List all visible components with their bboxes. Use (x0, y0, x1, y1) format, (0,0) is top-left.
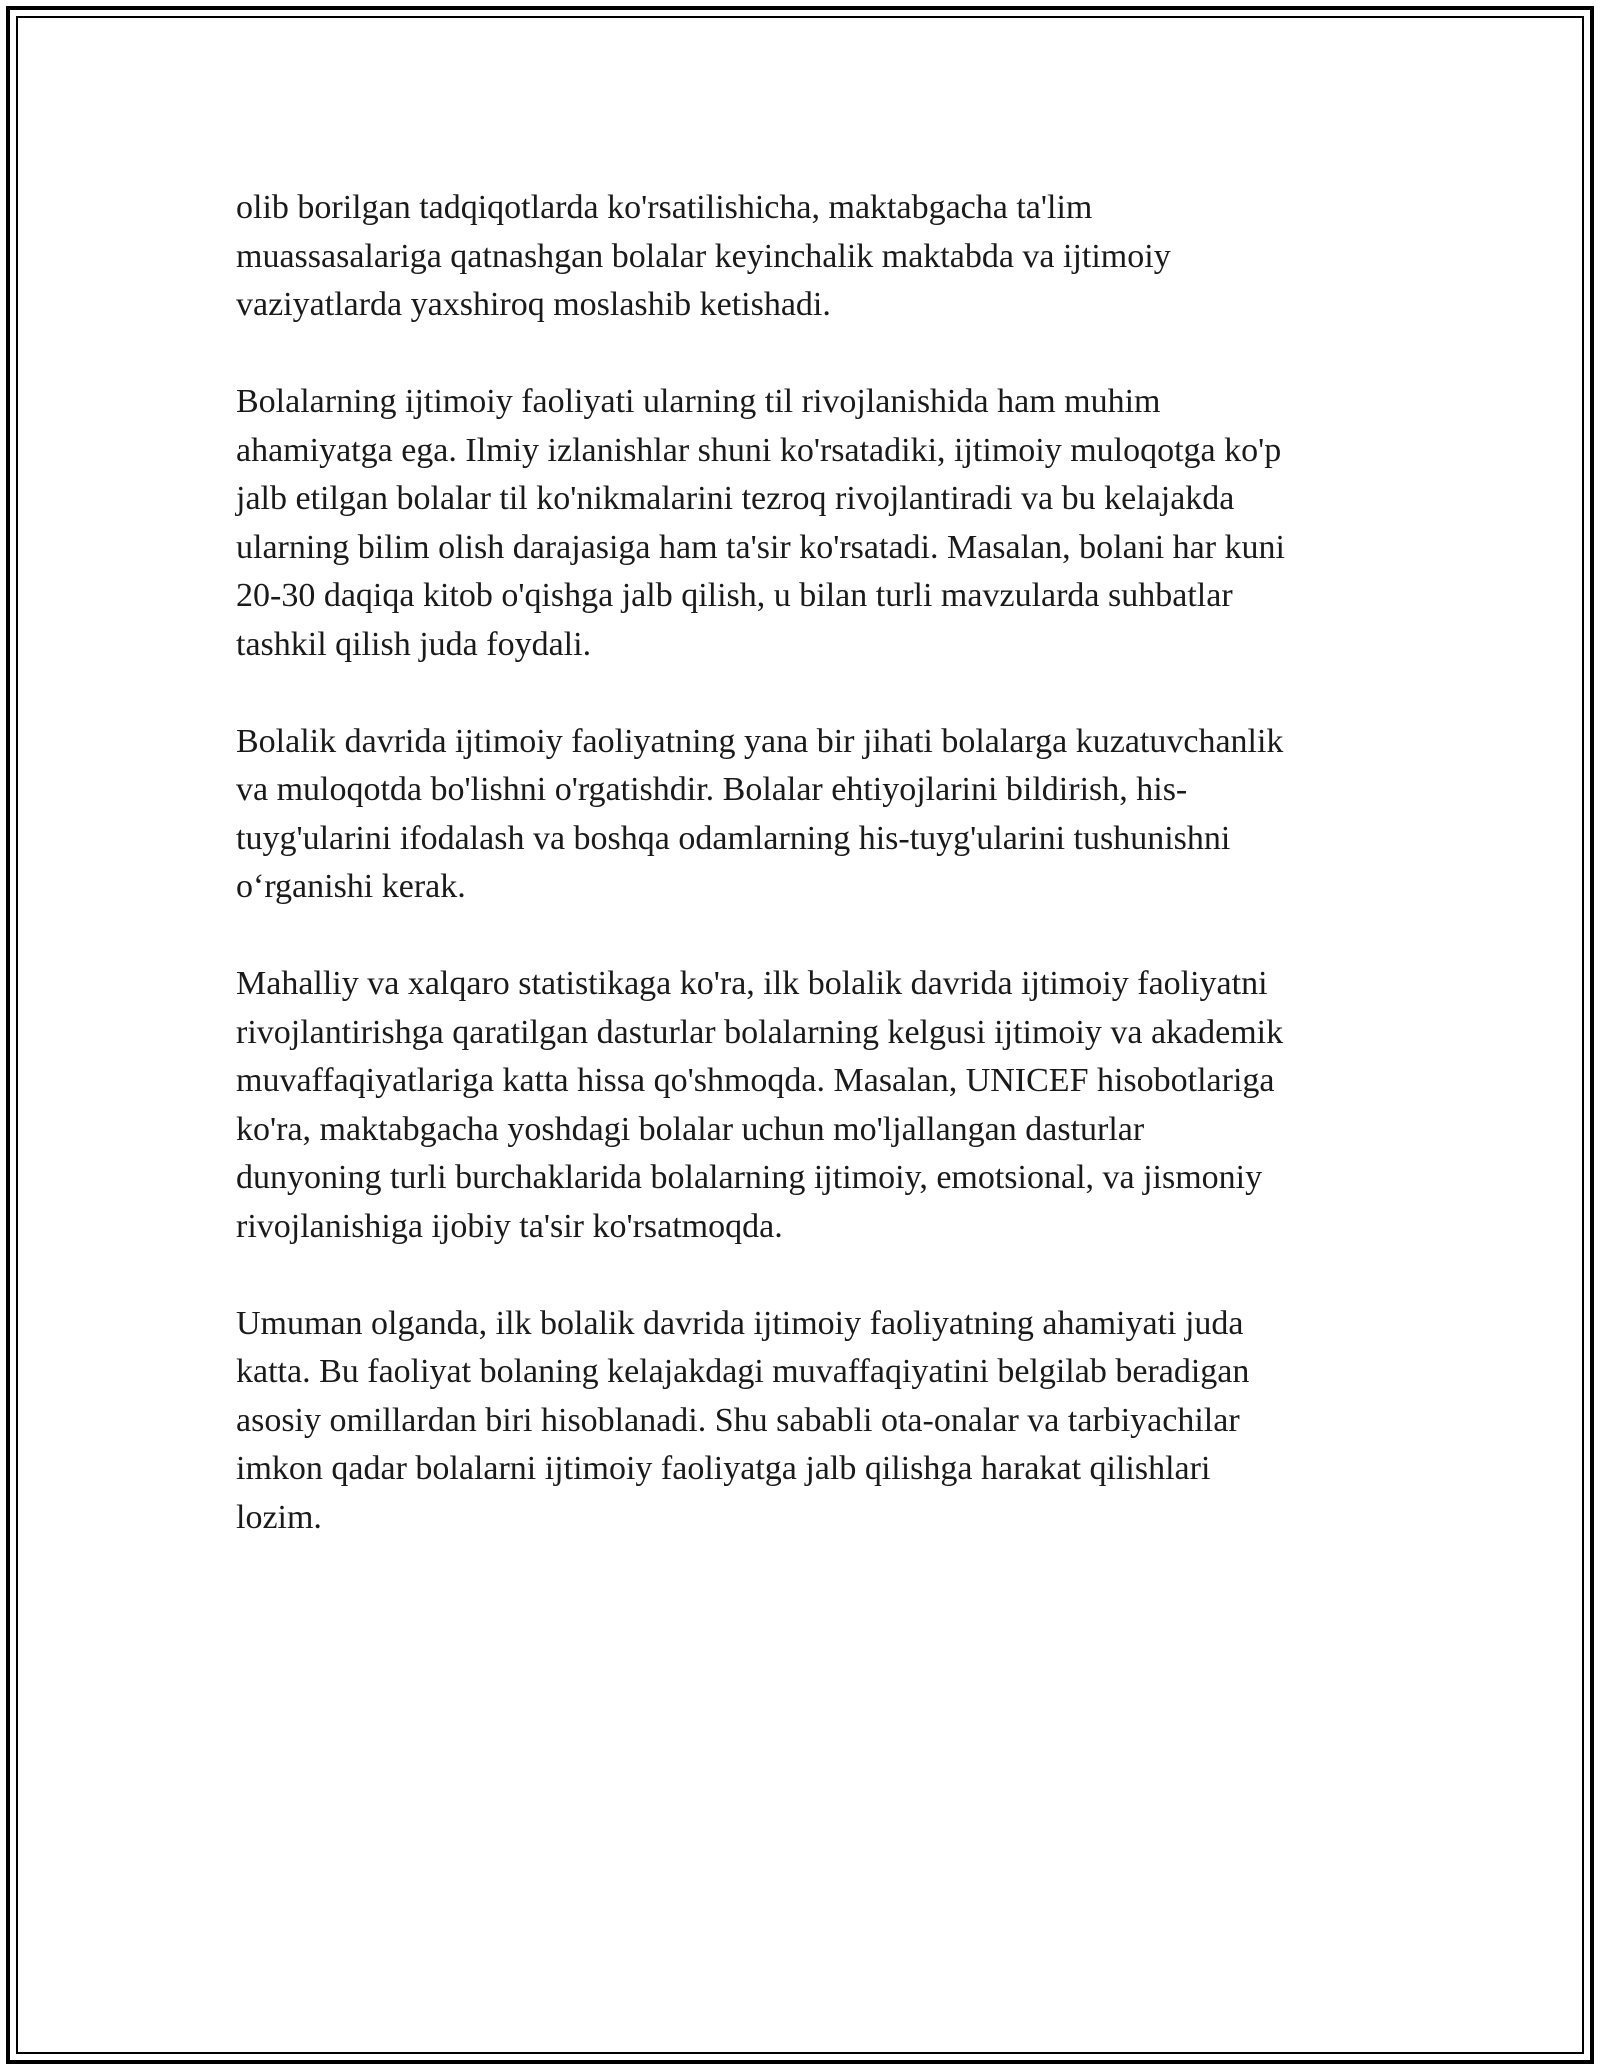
paragraph-2: Bolalarning ijtimoiy faoliyati ularning til rivojlanishida ham muhim ahamiyatga ega. Ilmiy izlanishlar shuni ko'rsatadiki, ijtimoiy muloqotga ko'p jalb etilgan bolalar til ko'nikmalarini tezroq rivojlantiradi va bu kelajakda ularning bilim olish darajasiga ham ta'sir ko'rsatadi. Masalan, bolani har kuni 20-30 daqiqa kitob o'qishga jalb qilish, u bilan turli mavzularda suhbatlar tashkil qilish juda foydali. (236, 383, 1286, 663)
paragraph-4: Mahalliy va xalqaro statistikaga ko'ra, ilk bolalik davrida ijtimoiy faoliyatni rivojlantirishga qaratilgan dasturlar bolalarning kelgusi ijtimoiy va akademik muvaffaqiyatlariga katta hissa qo'shmoqda. Masalan, UNICEF hisobotlariga ko'ra, maktabgacha yoshdagi bolalar uchun mo'ljallangan dasturlar dunyoning turli burchaklarida bolalarning ijtimoiy, emotsional, va jismoniy rivojlanishiga ijobiy ta'sir ko'rsatmoqda. (236, 965, 1284, 1245)
document-body (236, 184, 1396, 1591)
paragraph-3: Bolalik davrida ijtimoiy faoliyatning yana bir jihati bolalarga kuzatuvchanlik va muloqotda bo'lishni o'rgatishdir. Bolalar ehtiyojlarini bildirish, his- tuyg'ularini ifodalash va boshqa odamlarning his-tuyg'ularini tushunishni o‘rganishi kerak. (236, 722, 1284, 905)
paragraph-1: olib borilgan tadqiqotlarda ko'rsatilishicha, maktabgacha ta'lim muassasalariga qatnashgan bolalar keyinchalik maktabda va ijtimoiy vaziyatlarda yaxshiroq moslashib ketishadi. (236, 189, 1171, 323)
paragraph-5: Umuman olganda, ilk bolalik davrida ijtimoiy faoliyatning ahamiyati juda katta. Bu faoliyat bolaning kelajakdagi muvaffaqiyatini belgilab beradigan asosiy omillardan biri hisoblanadi. Shu sababli ota-onalar va tarbiyachilar imkon qadar bolalarni ijtimoiy faoliyatga jalb qilishga harakat qilishlari lozim. (236, 1304, 1250, 1536)
